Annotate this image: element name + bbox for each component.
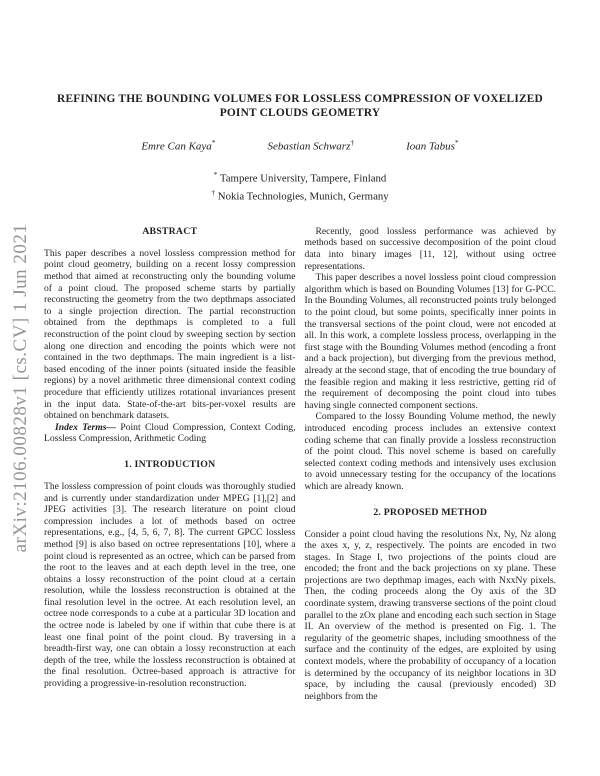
arxiv-watermark: arXiv:2106.00828v1 [cs.CV] 1 Jun 2021 bbox=[10, 223, 31, 553]
right-paragraph-1: Recently, good lossless performance was achieved by methods based on successive decomposition of the point cloud data into binary images [11, 12], without using octree representations. bbox=[304, 225, 556, 272]
author-2 bbox=[268, 138, 355, 153]
right-paragraph-2: This paper describes a novel lossless point cloud compression algorithm which is based on Bounding Volumes [13] for G-PCC. In the Bounding Volumes, all reconstructed points truly belonged to the point cloud, but some points, specifically inner points in the transversal sections of the point cloud, were not encoded at all. In this work, a complete lossless process, overlapping in the first stage with the Bounding Volumes method (encoding a front and a back projection), but diverging from the previous method, already at the second stage, that of encoding the true boundary of the feasible region and making it less restrictive, getting rid of the requirement of decomposing the point cloud into tubes having single connected component sections. bbox=[304, 272, 556, 411]
title-line-2: POINT CLOUDS GEOMETRY bbox=[219, 107, 381, 119]
right-paragraph-3: Compared to the lossy Bounding Volume method, the newly introduced encoding process includes an extensive context coding scheme that can finally provide a lossless reconstruction of the point cloud. This novel scheme is based on carefully selected context coding methods and intensively uses exclusion to avoid unnecessary testing for the occupancy of the locations which are already known. bbox=[304, 411, 556, 492]
author-3-mark: * bbox=[454, 138, 459, 147]
author-1-name: Emre Can Kaya bbox=[141, 140, 212, 153]
author-1 bbox=[141, 138, 215, 153]
title-line-1: REFINING THE BOUNDING VOLUMES FOR LOSSLESS COMPRESSION OF VOXELIZED bbox=[57, 93, 543, 105]
method-paragraph-1: Consider a point cloud having the resolutions Nx, Ny, Nz along the axes x, y, z, respectively. The points are encoded in two stages. In Stage I, two projections of the points cloud are encoded; the front and the back projections on xy plane. These projections are two depthmap images, each with NxxNy pixels. Then, the coding proceeds along the Oy axis of the 3D coordinate system, drawing transverse sections of the point cloud parallel to the zOx plane and encoding each such section in Stage II. An overview of the method is presented on Fig. 1. The regularity of the geometric shapes, including smoothness of the surface and the continuity of the edges, are exploited by using context models, where the probability of occupancy of a location is determined by the occupancy of its neighbor locations in 3D space, by including the causal (previously encoded) 3D neighbors from the bbox=[304, 528, 556, 702]
affiliation-2-text: Nokia Technologies, Munich, Germany bbox=[217, 190, 389, 203]
introduction-heading: 1. INTRODUCTION bbox=[124, 458, 216, 470]
index-terms-text: Point Cloud Compression, Context Coding, Lossless Compression, Arithmetic Coding bbox=[44, 421, 296, 445]
affiliation-1-mark: * bbox=[213, 169, 218, 179]
affiliation-1 bbox=[0, 168, 600, 186]
method-heading: 2. PROPOSED METHOD bbox=[373, 506, 488, 518]
left-column bbox=[44, 226, 296, 703]
abstract-heading: ABSTRACT bbox=[142, 225, 198, 237]
author-3-name: Ioan Tabus bbox=[406, 140, 455, 153]
author-2-name: Sebastian Schwarz bbox=[267, 140, 351, 153]
affiliation-2 bbox=[0, 186, 600, 204]
paper-title bbox=[0, 92, 600, 120]
two-column-body bbox=[0, 226, 600, 703]
introduction-paragraph-1: The lossless compression of point clouds was thoroughly studied and is currently under standardization under MPEG [1],[2] and JPEG activities [3]. The research literature on point cloud compression includes a lot of methods based on octree representations, e.g., [4, 5, 6, 7, 8]. The current GPCC lossless method [9] is also based on octree representations [10], where a point cloud is represented as an octree, which can be parsed from the root to the leaves and at each depth level in the tree, one obtains a lossy reconstruction of the point cloud at a certain resolution, while the lossless reconstruction is obtained at the final resolution level in the octree. At each resolution level, an octree node corresponds to a cube at a particular 3D location and the octree node is labeled by one if within that cube there is at least one final point of the point cloud. By traversing in a breadth-first way, one can obtain a lossy reconstruction at each depth of the tree, while the lossless reconstruction is obtained at the final resolution. Octree-based approach is attractive for providing a progressive-in-resolution reconstruction. bbox=[44, 480, 296, 690]
affiliation-2-mark: † bbox=[211, 187, 216, 197]
paper-header bbox=[0, 0, 600, 204]
author-2-mark: † bbox=[350, 138, 355, 147]
author-3 bbox=[406, 138, 459, 153]
index-terms-label: Index Terms— bbox=[55, 421, 117, 433]
abstract-text: This paper describes a novel lossless compression method for point cloud geometry, building on a recent lossy compression method that aimed at reconstructing only the bounding volume of a point cloud. The proposed scheme starts by partially reconstructing the geometry from the two depthmaps associated to a single projection direction. The partial reconstruction obtained from the depthmaps is completed to a full reconstruction of the point cloud by sweeping section by section along one direction and encoding the points which were not contained in the two depthmaps. The main ingredient is a list-based encoding of the inner points (situated inside the feasible regions) by a novel arithmetic three dimensional context coding procedure that efficiently utilizes rotational invariances present in the input data. State-of-the-art bits-per-voxel results are obtained on benchmark datasets. bbox=[44, 247, 296, 422]
author-list bbox=[0, 138, 600, 153]
affiliation-1-text: Tampere University, Tampere, Finland bbox=[219, 172, 387, 185]
author-1-mark: * bbox=[211, 138, 216, 147]
affiliation-list bbox=[0, 168, 600, 204]
index-terms bbox=[44, 422, 296, 445]
right-column bbox=[305, 226, 557, 703]
